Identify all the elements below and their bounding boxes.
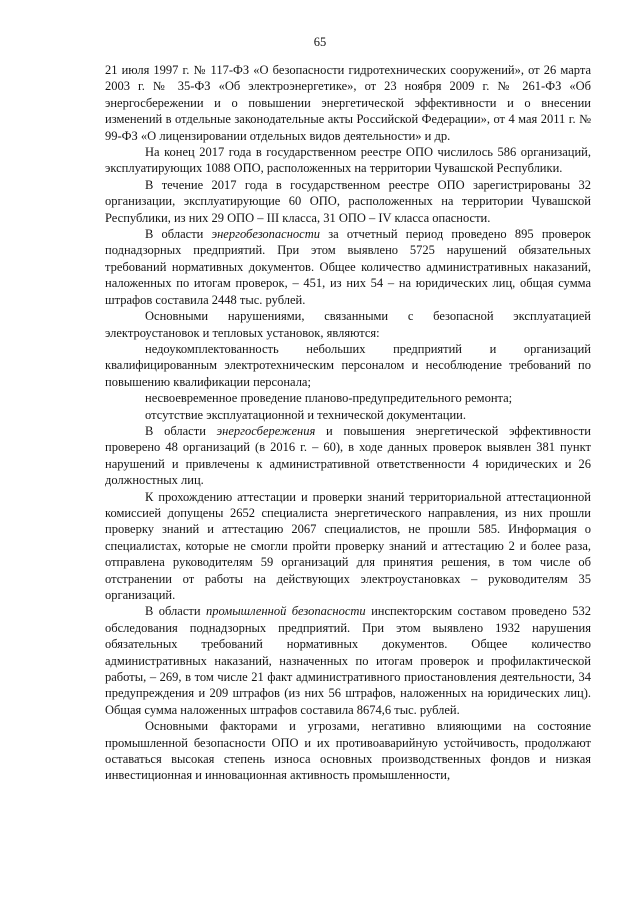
text-segment: и повышения энергетической эффективности проверено 48 организаций (в 2016 г. – 60), в ходе данных проверок выявлен 381 пункт нарушений и привлечены к административной ответственности 4 юридических и 26 должностных лиц. — [105, 423, 591, 488]
text-segment: В области — [145, 423, 217, 438]
paragraph-industrial-safety — [105, 603, 591, 718]
paragraph-threat-factors — [105, 718, 591, 784]
text-segment: На конец 2017 года в государственном реестре ОПО числилось 586 организаций, эксплуатирующих 1088 ОПО, расположенных на территории Чувашской Республики. — [105, 145, 591, 176]
text-segment: инспекторским составом проведено 532 обследования поднадзорных предприятий. При этом выявлено 1932 нарушения обязательных требований нормативных документов. Общее количество административных наказаний, назначенных по итогам проверок и профилактической работы, – 269, в том числе 21 факт административного приостановления деятельности, 34 предупреждения и 209 штрафов (из них 56 штрафов, наложенных на юридических лиц). Общая сумма наложенных штрафов составила 8674,6 тыс. рублей. — [105, 604, 591, 717]
paragraph-violation-documentation — [105, 407, 591, 423]
paragraph-main-violations-intro — [105, 308, 591, 341]
paragraph-violation-understaffing — [105, 341, 591, 390]
text-segment: отсутствие эксплуатационной и технической документации. — [145, 407, 466, 422]
paragraph-energy-safety — [105, 226, 591, 308]
italic-term: промышленной безопасности — [205, 604, 366, 619]
text-segment: В области — [145, 604, 206, 619]
text-segment: несвоевременное проведение планово-предупредительного ремонта; — [145, 391, 513, 406]
italic-term: энергобезопасности — [211, 227, 320, 242]
paragraph-violation-maintenance — [105, 390, 591, 406]
text-segment: Основными факторами и угрозами, негативно влияющими на состояние промышленной безопасности ОПО и их противоаварийную устойчивость, продолжают оставаться высокая степень износа основных производственных фондов и низкая инвестиционная и инновационная активность промышленности, — [105, 719, 591, 783]
paragraph-laws-continuation — [105, 62, 591, 144]
page-number: 65 — [313, 35, 327, 49]
text-segment: В области — [145, 227, 212, 242]
text-segment: за отчетный период проведено 895 проверок поднадзорных предприятий. При этом выявлено 5725 нарушений обязательных требований нормативных документов. Общее количество административных наказаний, наложенных по итогам проверок, – 451, из них 54 – на юридических лиц, общая сумма штрафов составила 2448 тыс. рублей. — [105, 227, 591, 307]
paragraph-energy-saving — [105, 423, 591, 489]
body-text — [105, 62, 591, 784]
text-segment: Основными нарушениями, связанными с безопасной эксплуатацией электроустановок и тепловых установок, являются: — [105, 309, 591, 340]
text-segment: К прохождению аттестации и проверки знаний территориальной аттестационной комиссией допущены 2652 специалиста энергетического направления, из них прошли проверку знаний и аттестацию 2067 специалистов, не прошли 585. Информация о специалистах, которые не смогли пройти проверку знаний и аттестацию 2 и более раза, отправлена руководителям 59 организаций для принятия решения, в том числе об отстранении от работы на действующих электроустановках – руководителям 35 организаций. — [105, 489, 591, 602]
paragraph-attestation — [105, 489, 591, 604]
text-segment: В течение 2017 года в государственном реестре ОПО зарегистрированы 32 организации, эксплуатирующие 60 ОПО, расположенных на территории Чувашской Республики, из них 29 ОПО – III класса, 31 ОПО – IV класса опасности. — [105, 177, 591, 225]
text-segment: 21 июля 1997 г. № 117-ФЗ «О безопасности гидротехнических сооружений», от 26 марта 2003 г. № 35-ФЗ «Об электроэнергетике», от 23 ноября 2009 г. № 261-ФЗ «Об энергосбережении и о повышении энергетической эффективности и о внесении изменений в отдельные законодательные акты Российской Федерации», от 4 мая 2011 г. № 99-ФЗ «О лицензировании отдельных видов деятельности» и др. — [105, 63, 591, 143]
italic-term: энергосбережения — [216, 423, 316, 438]
text-segment: недоукомплектованность небольших предприятий и организаций квалифицированным электротехническим персоналом и несоблюдение требований по повышению квалификации персонала; — [105, 341, 591, 389]
paragraph-registered-2017 — [105, 177, 591, 226]
paragraph-registry-end-2017 — [105, 144, 591, 177]
